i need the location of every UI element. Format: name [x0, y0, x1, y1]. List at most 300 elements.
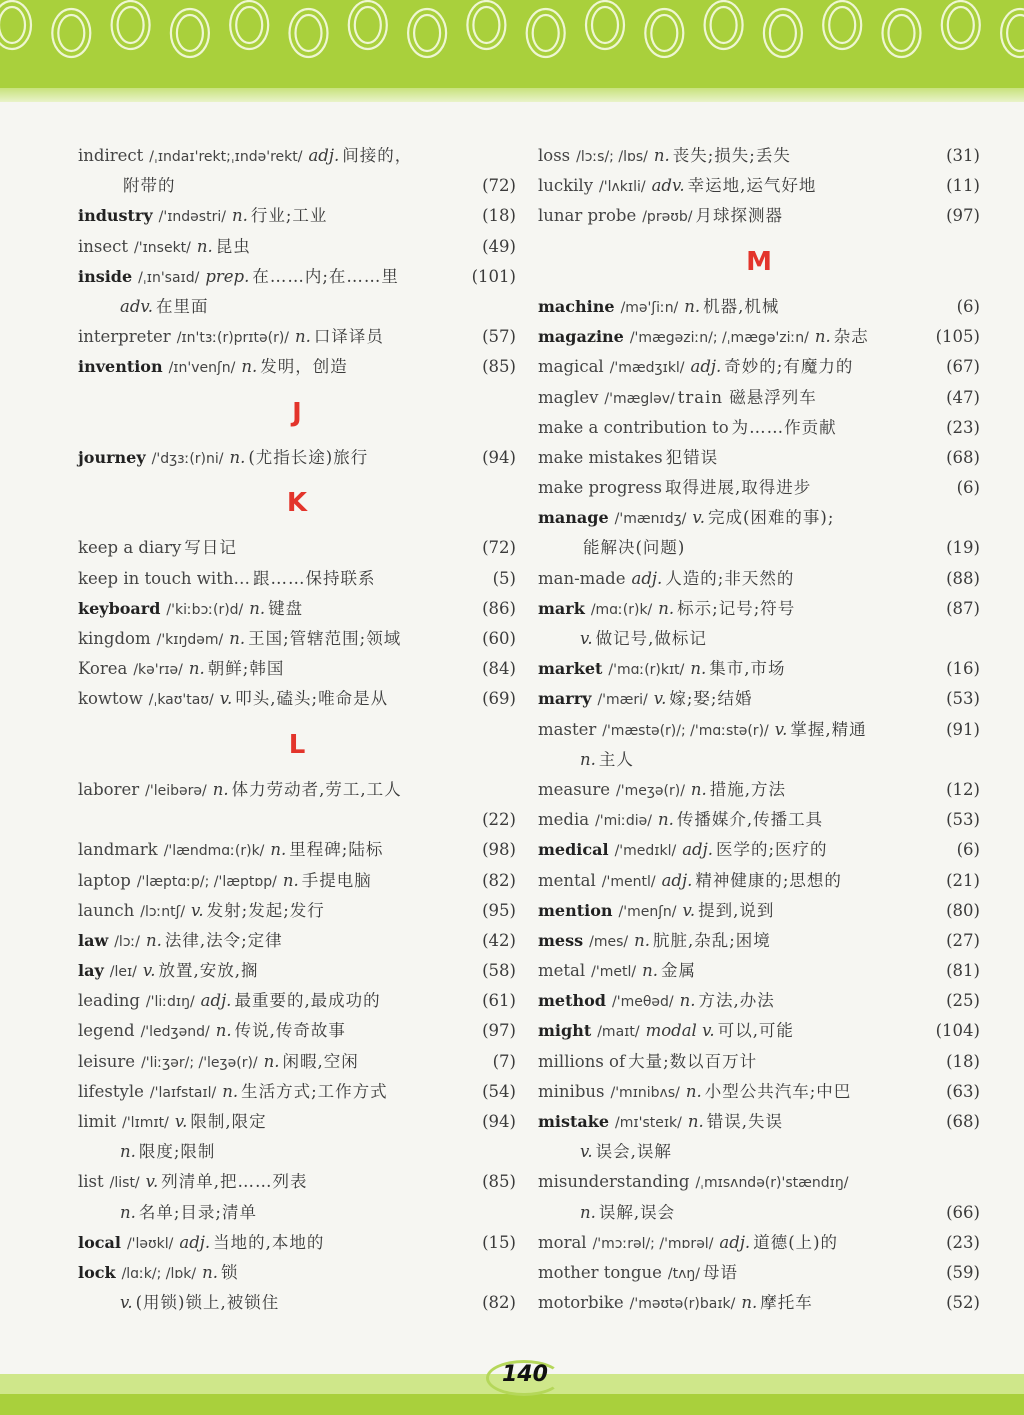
- phonetic: /'meʒə(r)/: [616, 782, 685, 799]
- headword: might: [538, 1021, 592, 1041]
- phonetic: /lɔː/: [114, 933, 140, 950]
- headword: motorbike: [538, 1293, 624, 1313]
- part-of-speech: n.: [263, 1051, 280, 1071]
- ring-icon: [1007, 15, 1024, 51]
- ring-icon: [829, 7, 855, 43]
- phonetic: /'ledʒənd/: [140, 1024, 210, 1041]
- ring-icon: [355, 7, 381, 43]
- part-of-speech: n.: [249, 598, 266, 618]
- vocab-entry: [538, 1077, 980, 1107]
- page-reference: (7): [492, 1051, 516, 1071]
- phonetic: /'mɪnibʌs/: [610, 1084, 680, 1101]
- part-of-speech: v.: [692, 508, 705, 528]
- entry-continuation: [78, 171, 516, 201]
- vocab-entry: [78, 1228, 516, 1258]
- page-reference: (59): [946, 1262, 980, 1282]
- vocab-entry: [538, 805, 980, 835]
- phonetic: /'menʃn/: [618, 903, 677, 920]
- part-of-speech: v.: [682, 900, 696, 920]
- phonetic: /ɪn'tɜː(r)prɪtə(r)/: [176, 330, 290, 347]
- phonetic: /'mægəziːn/; /ˌmægə'ziːn/: [629, 330, 809, 347]
- ring-icon: [711, 7, 737, 43]
- page-number-badge: [486, 1358, 566, 1394]
- page-reference: (85): [482, 1172, 516, 1192]
- part-of-speech: n.: [642, 961, 658, 981]
- part-of-speech: n.: [679, 991, 696, 1011]
- headword: marry: [538, 689, 592, 709]
- page-number: 140: [502, 1362, 548, 1387]
- definition: 为……作贡献: [731, 417, 837, 437]
- phonetic: /'metl/: [591, 964, 637, 981]
- part-of-speech: n.: [580, 749, 596, 769]
- definition: 名单;目录;清单: [138, 1202, 257, 1222]
- definition: 里程碑;陆标: [289, 840, 384, 860]
- vocab-entry: [78, 986, 516, 1016]
- part-of-speech: adj.: [661, 870, 693, 890]
- entry-continuation: [78, 1288, 516, 1318]
- page-reference: (81): [946, 961, 980, 981]
- definition: 在……内;在……里: [252, 266, 399, 286]
- headword: law: [78, 930, 109, 950]
- headword: machine: [538, 296, 615, 316]
- definition: 精神健康的;思想的: [695, 870, 842, 890]
- phonetic: /'mæstə(r)/; /'mɑːstə(r)/: [602, 722, 769, 739]
- phonetic: /lɑːk/; /lɒk/: [121, 1265, 197, 1282]
- page-reference: (23): [946, 1232, 980, 1252]
- part-of-speech: v.: [774, 719, 788, 739]
- ring-icon: [414, 15, 440, 51]
- phonetic: /'lændmɑː(r)k/: [163, 843, 265, 860]
- letter-heading: M: [746, 246, 772, 277]
- headword: insect: [78, 236, 129, 256]
- definition: 杂志: [833, 327, 869, 347]
- part-of-speech: n.: [687, 1112, 704, 1132]
- header-stripe: [0, 88, 1024, 102]
- definition: 手提电脑: [301, 870, 372, 890]
- phonetic: /'mæri/: [597, 692, 648, 709]
- vocab-entry: [538, 201, 980, 231]
- page-reference: (18): [946, 1051, 980, 1071]
- phonetic: /'ləʊkl/: [126, 1235, 174, 1252]
- headword: manage: [538, 508, 609, 528]
- part-of-speech: n.: [231, 206, 248, 226]
- definition: 写日记: [184, 538, 237, 558]
- definition: 完成(困难的事);: [708, 508, 835, 528]
- part-of-speech: n.: [653, 146, 670, 165]
- page-reference: (22): [482, 810, 516, 830]
- definition: 王国;管辖范围;领域: [248, 629, 402, 649]
- definition: 犯错误: [665, 447, 719, 467]
- definition: 取得进展,取得进步: [665, 478, 812, 498]
- definition: 在里面: [156, 296, 209, 316]
- part-of-speech: n.: [212, 779, 229, 799]
- headword: metal: [538, 961, 586, 981]
- page-reference: (105): [935, 327, 980, 347]
- vocab-entry: [78, 322, 516, 352]
- phonetic: /'lɪmɪt/: [122, 1115, 169, 1132]
- phonetic: /ɪn'venʃn/: [168, 360, 236, 377]
- part-of-speech: v.: [580, 629, 593, 649]
- definition: 道德(上)的: [753, 1232, 839, 1252]
- headword: industry: [78, 206, 153, 226]
- page-reference: (6): [956, 296, 980, 316]
- vocab-entry: [538, 141, 980, 171]
- page-reference: (72): [482, 176, 516, 196]
- definition: (用锁)锁上,被锁住: [135, 1293, 280, 1313]
- page-reference: (68): [946, 1112, 980, 1132]
- page-reference: (86): [482, 598, 516, 618]
- vocab-entry: [538, 986, 980, 1016]
- definition: 幸运地,运气好地: [687, 176, 817, 196]
- vocab-entry: [538, 564, 980, 594]
- definition: 肮脏,杂乱;困境: [652, 930, 771, 950]
- definition: 闲暇,空闲: [282, 1051, 359, 1071]
- vocab-entry: [538, 956, 980, 986]
- part-of-speech: n.: [202, 1262, 218, 1282]
- definition: 标示;记号;符号: [677, 598, 796, 618]
- part-of-speech: n.: [120, 1202, 136, 1222]
- definition: 掌握,精通: [790, 719, 867, 739]
- definition: 误解,误会: [598, 1202, 676, 1222]
- ring-icon: [533, 15, 559, 51]
- page-reference: (18): [482, 206, 516, 226]
- headword: man-made: [538, 568, 626, 588]
- headword: mother tongue: [538, 1262, 662, 1282]
- page-reference: (21): [946, 870, 980, 890]
- phonetic: /'mentl/: [601, 873, 656, 890]
- ring-icon: [948, 7, 974, 43]
- part-of-speech: v.: [580, 1142, 593, 1162]
- vocab-entry: [78, 866, 516, 896]
- definition: 传播媒介,传播工具: [676, 810, 824, 830]
- definition: 小型公共汽车;中巴: [704, 1081, 852, 1101]
- page-reference: (85): [482, 357, 516, 377]
- vocab-entry: [78, 533, 516, 563]
- definition: 附带的: [123, 176, 176, 196]
- headword: mistake: [538, 1112, 610, 1132]
- headword: keep a diary: [78, 538, 182, 558]
- headword: kingdom: [78, 629, 151, 649]
- definition: 当地的,本地的: [213, 1232, 325, 1252]
- page-reference: (19): [946, 538, 980, 558]
- part-of-speech: n.: [580, 1202, 596, 1222]
- vocab-entry: [538, 322, 980, 352]
- definition: 可以,可能: [717, 1021, 794, 1041]
- phonetic: /'dʒɜː(r)ni/: [151, 450, 224, 467]
- headword: master: [538, 719, 597, 739]
- headword: laptop: [78, 870, 131, 890]
- right-column: [538, 141, 980, 1318]
- part-of-speech: n.: [658, 810, 674, 830]
- ring-icon: [592, 7, 618, 43]
- page-reference: (94): [482, 447, 516, 467]
- part-of-speech: adj.: [200, 991, 232, 1011]
- vocab-entry: [78, 352, 516, 382]
- definition: 做记号,做标记: [595, 629, 707, 649]
- vocab-entry: [538, 1016, 980, 1046]
- headword: laborer: [78, 779, 140, 799]
- part-of-speech: n.: [634, 930, 650, 950]
- part-of-speech: v.: [145, 1172, 159, 1192]
- definition: (尤指长途)旅行: [248, 447, 369, 467]
- definition: 昆虫: [215, 236, 251, 256]
- phonetic: /lɔːs/; /lɒs/: [576, 149, 648, 165]
- ring-icon: [651, 15, 677, 51]
- page-reference: (47): [946, 387, 980, 407]
- phonetic: /ˌɪn'saɪd/: [138, 269, 200, 286]
- phonetic: /'liːʒər/; /'leʒə(r)/: [141, 1054, 258, 1071]
- page-reference: (98): [482, 840, 516, 860]
- vocab-entry: [538, 866, 980, 896]
- page-reference: (97): [946, 206, 980, 226]
- definition: 最重要的,最成功的: [234, 991, 381, 1011]
- part-of-speech: n.: [282, 870, 299, 890]
- vocab-entry: [78, 564, 516, 594]
- definition: 方法,办法: [698, 991, 775, 1011]
- vocab-entry: [78, 896, 516, 926]
- page-reference: (82): [482, 1293, 516, 1313]
- part-of-speech: adj.: [690, 357, 722, 377]
- page-reference: (54): [482, 1081, 516, 1101]
- definition: 奇妙的;有魔力的: [724, 357, 854, 377]
- part-of-speech: v.: [219, 689, 233, 709]
- phonetic: /list/: [109, 1175, 140, 1192]
- part-of-speech: adv.: [120, 296, 154, 316]
- definition: 集市,市场: [709, 659, 786, 679]
- headword: keep in touch with…: [78, 568, 250, 588]
- page-reference: (87): [946, 598, 980, 618]
- ring-pattern-decoration: [0, 0, 1024, 90]
- page-reference: (15): [482, 1232, 516, 1252]
- headword: mental: [538, 870, 596, 890]
- part-of-speech: adj.: [682, 840, 713, 860]
- page-reference: (88): [946, 568, 980, 588]
- page-reference: (91): [946, 719, 980, 739]
- vocab-entry: [538, 503, 980, 533]
- page-reference: (67): [946, 357, 980, 377]
- vocab-entry: [78, 262, 516, 292]
- page-reference: (61): [482, 991, 516, 1011]
- vocab-entry: [78, 926, 516, 956]
- headword: misunderstanding: [538, 1172, 690, 1192]
- part-of-speech: n.: [814, 327, 831, 347]
- page-reference: (72): [482, 538, 516, 558]
- vocab-entry: [78, 1077, 516, 1107]
- headword: leading: [78, 991, 140, 1011]
- page-reference: (27): [946, 930, 980, 950]
- page-reference: (60): [482, 629, 516, 649]
- headword: keyboard: [78, 598, 161, 618]
- vocab-entry: [538, 1047, 980, 1077]
- vocab-entry: [78, 141, 516, 171]
- definition: 朝鲜;韩国: [207, 659, 285, 679]
- phonetic: /'mædʒɪkl/: [609, 360, 685, 377]
- page-reference: (57): [482, 327, 516, 347]
- letter-heading: L: [288, 729, 306, 760]
- headword: lifestyle: [78, 1081, 144, 1101]
- page-reference: (53): [946, 689, 980, 709]
- vocab-entry: [538, 352, 980, 382]
- phonetic: /'mɔːrəl/; /'mɒrəl/: [592, 1235, 714, 1252]
- vocab-entry: [538, 775, 980, 805]
- vocab-entry: [538, 1167, 980, 1197]
- vocab-entry: [78, 1047, 516, 1077]
- headword: inside: [78, 266, 133, 286]
- page-reference: (6): [956, 478, 980, 498]
- phonetic: /ˌɪndaɪ'rekt;ˌɪndə'rekt/: [149, 149, 303, 165]
- part-of-speech: n.: [229, 629, 246, 649]
- definition: 间接的，: [342, 146, 413, 165]
- ring-icon: [1001, 9, 1024, 57]
- part-of-speech: n.: [120, 1142, 136, 1162]
- definition: 发明，创造: [260, 357, 348, 377]
- headword: millions of: [538, 1051, 626, 1071]
- headword: landmark: [78, 840, 158, 860]
- vocab-entry: [78, 1107, 516, 1137]
- definition: 行业;工业: [250, 206, 328, 226]
- entry-continuation: [538, 624, 980, 654]
- phonetic: /lɔːntʃ/: [140, 903, 186, 920]
- phonetic: /'lʌkɪli/: [599, 179, 646, 196]
- page-reference: (6): [956, 840, 980, 860]
- headword: method: [538, 991, 606, 1011]
- ring-icon: [889, 15, 915, 51]
- vocab-entry: [538, 684, 980, 714]
- part-of-speech: adj.: [308, 146, 340, 165]
- page-reference: (80): [946, 900, 980, 920]
- vocab-entry: [538, 413, 980, 443]
- definition: 限度;限制: [138, 1142, 216, 1162]
- vocab-entry: [538, 443, 980, 473]
- part-of-speech: n.: [229, 447, 246, 467]
- phonetic: /'mægləv/: [604, 390, 675, 407]
- vocab-entry: [538, 383, 980, 413]
- definition: 机器,机械: [703, 296, 780, 316]
- part-of-speech: adv.: [651, 176, 685, 196]
- vocab-entry: [78, 835, 516, 865]
- vocab-entry: [78, 594, 516, 624]
- part-of-speech: n.: [741, 1293, 758, 1313]
- definition: 人造的;非天然的: [665, 568, 795, 588]
- entry-continuation: [538, 1198, 980, 1228]
- headword: indirect: [78, 146, 144, 165]
- phonetic: /'məʊtə(r)baɪk/: [629, 1296, 736, 1313]
- vocab-entry: [78, 654, 516, 684]
- vocab-entry: [538, 473, 980, 503]
- phonetic: /leɪ/: [109, 964, 137, 981]
- vocab-entry: [538, 1258, 980, 1288]
- headword: lay: [78, 961, 104, 981]
- vocab-entry: [78, 775, 516, 805]
- page-reference: (97): [482, 1021, 516, 1041]
- phonetic: /'medɪkl/: [614, 843, 677, 860]
- vocab-entry: [78, 1167, 516, 1197]
- definition: 跟……保持联系: [252, 568, 376, 588]
- part-of-speech: n.: [685, 1081, 702, 1101]
- page-reference: (101): [471, 266, 516, 286]
- definition: 提到,说到: [698, 900, 775, 920]
- headword: limit: [78, 1112, 117, 1132]
- phonetic: /'leibərə/: [145, 782, 207, 799]
- definition: 措施,方法: [709, 779, 787, 799]
- part-of-speech: prep.: [205, 266, 250, 286]
- definition: 医学的;医疗的: [715, 840, 828, 860]
- vocab-entry: [78, 684, 516, 714]
- part-of-speech: n.: [658, 598, 675, 618]
- ring-icon: [473, 7, 499, 43]
- part-of-speech: adj.: [631, 568, 663, 588]
- phonetic: /mɑː(r)k/: [590, 601, 653, 618]
- phonetic: /'ɪnsekt/: [134, 239, 191, 256]
- definition: 丧失;损失;丢失: [672, 146, 791, 165]
- entry-continuation: [78, 805, 516, 835]
- phonetic: /maɪt/: [597, 1024, 640, 1041]
- headword: lunar probe: [538, 206, 637, 226]
- entry-continuation: [78, 292, 516, 322]
- phonetic: /mɪ'steɪk/: [615, 1115, 682, 1132]
- part-of-speech: v.: [120, 1293, 133, 1313]
- phonetic: /ˌmɪsʌndə(r)'stændɪŋ/: [695, 1175, 849, 1192]
- definition: 放置,安放,搁: [158, 961, 259, 981]
- headword: make a contribution to: [538, 417, 729, 437]
- definition: 母语: [702, 1262, 738, 1282]
- headword: kowtow: [78, 689, 143, 709]
- page-reference: (69): [482, 689, 516, 709]
- definition: 能解决(问题): [583, 538, 686, 558]
- page-reference: (12): [946, 779, 980, 799]
- page-reference: (16): [946, 659, 980, 679]
- page-reference: (31): [946, 146, 980, 165]
- footer-band: [0, 1394, 1024, 1415]
- ring-icon: [0, 7, 25, 43]
- page-reference: (66): [946, 1202, 980, 1222]
- definition: train 磁悬浮列车: [677, 387, 817, 407]
- phonetic: /'ɪndəstri/: [158, 209, 226, 226]
- vocab-entry: [538, 926, 980, 956]
- vocab-entry: [538, 171, 980, 201]
- part-of-speech: n.: [690, 659, 707, 679]
- phonetic: /'liːdɪŋ/: [145, 994, 195, 1011]
- page-reference: (104): [935, 1021, 980, 1041]
- vocab-entry: [78, 1016, 516, 1046]
- phonetic: /'kɪŋdəm/: [156, 632, 224, 649]
- page-reference: (82): [482, 870, 516, 890]
- definition: 键盘: [268, 598, 304, 618]
- part-of-speech: n.: [241, 357, 258, 377]
- vocab-entry: [538, 594, 980, 624]
- page-reference: (63): [946, 1081, 980, 1101]
- headword: media: [538, 810, 590, 830]
- vocab-entry: [538, 1288, 980, 1318]
- page-reference: (11): [946, 176, 980, 196]
- vocab-entry: [538, 1228, 980, 1258]
- phonetic: /'miːdiə/: [595, 813, 653, 830]
- phonetic: /kə'rɪə/: [133, 662, 183, 679]
- vocab-entry: [538, 835, 980, 865]
- part-of-speech: n.: [145, 930, 162, 950]
- definition: 摩托车: [760, 1293, 813, 1313]
- phonetic: /'kiːbɔː(r)d/: [166, 601, 244, 618]
- headword: mark: [538, 598, 585, 618]
- entry-continuation: [78, 1198, 516, 1228]
- vocab-entry: [538, 896, 980, 926]
- ring-icon: [296, 15, 322, 51]
- headword: loss: [538, 146, 571, 165]
- phonetic: /tʌŋ/: [667, 1265, 700, 1282]
- part-of-speech: n.: [215, 1021, 232, 1041]
- vocab-entry: [78, 232, 516, 262]
- page-reference: (42): [482, 930, 516, 950]
